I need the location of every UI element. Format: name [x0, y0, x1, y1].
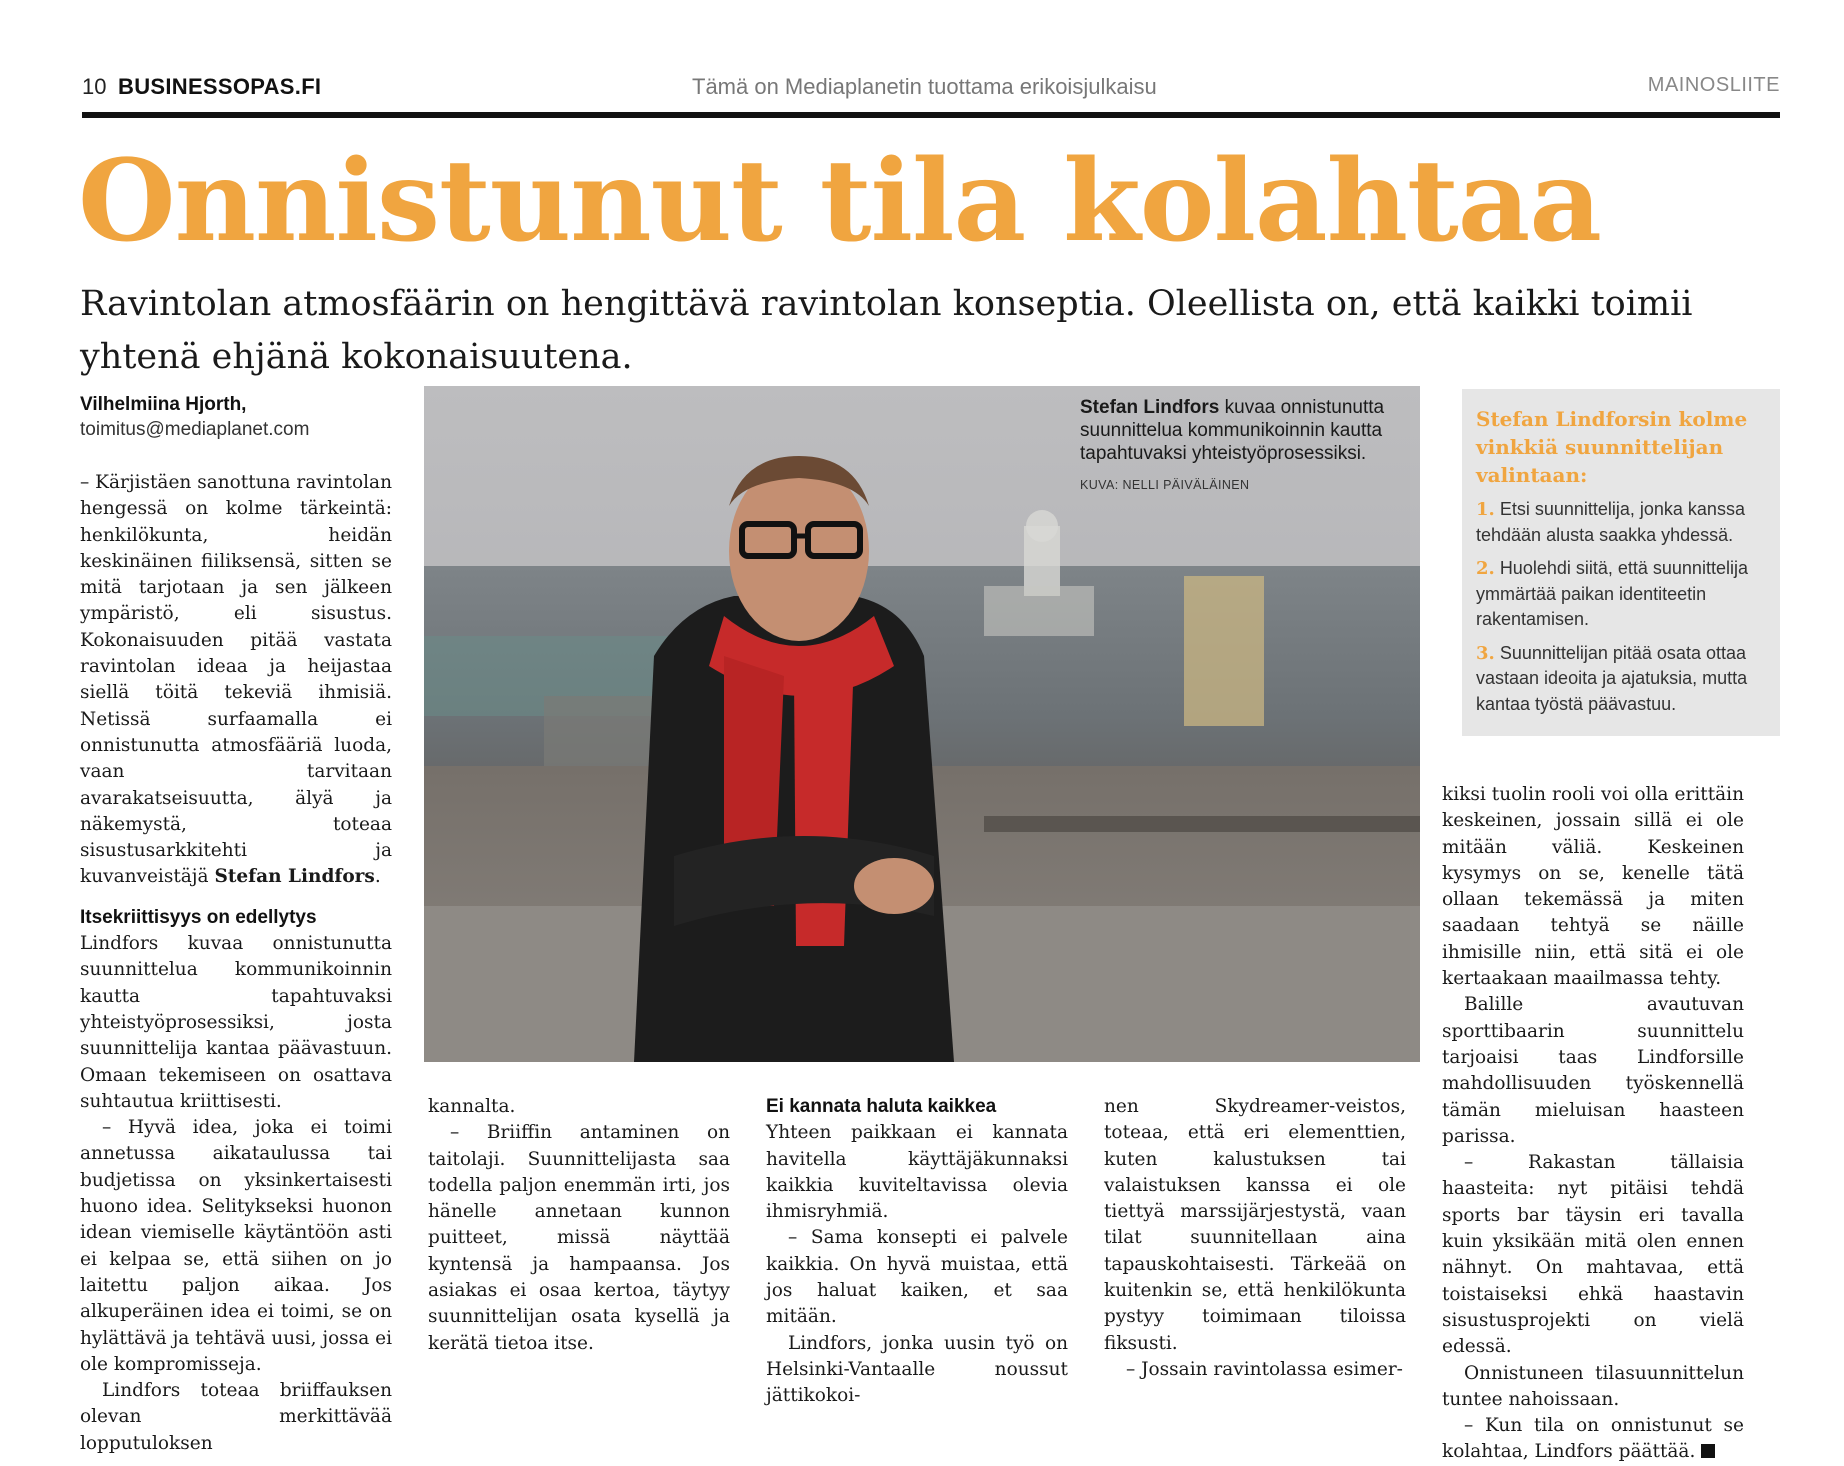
paragraph: – Rakastan tällaisia haasteita: nyt pitäisi tehdä sports bar täysin eri tavalla kuin yksikään mitä olen ennen nähnyt. On mahtavaa, että toistaiseksi ehkä haastavin sisustusprojekti on vielä edessä. [1442, 1152, 1744, 1358]
paragraph [1442, 1413, 1744, 1466]
paragraph: Balille avautuvan sporttibaarin suunnittelu tarjoaisi taas Lindforsille mahdollisuuden työskennellä tämän mieluisan haasteen parissa. [1442, 994, 1744, 1147]
paragraph: kiksi tuolin rooli voi olla erittäin keskeinen, jossain sillä ei ole mitään väliä. Keskeinen kysymys on se, kenelle tätä ollaan tekemässä ja miten saadaan tehtyä se näille ihmisille niin, että sitä ei ole kertaakaan maailmassa tehty. [1442, 784, 1744, 990]
photo-illustration [424, 386, 1420, 1062]
paragraph: Lindfors, jonka uusin työ on Helsinki-Vantaalle noussut jättikokoi- [766, 1332, 1068, 1407]
article-column-2 [428, 1094, 730, 1357]
paragraph [80, 470, 392, 891]
byline-email: toimitus@mediaplanet.com [80, 419, 310, 440]
tip-text: Suunnittelijan pitää osata ottaa vastaan ideoita ja ajatuksia, mutta kantaa työstä päävastuu. [1476, 642, 1748, 714]
photo-caption [1080, 396, 1410, 465]
byline-author: Vilhelmiina Hjorth, [80, 394, 247, 415]
paragraph: Lindfors toteaa briiffauksen olevan merkittävää lopputuloksen [80, 1380, 392, 1454]
person-name: Stefan Lindfors [214, 866, 375, 888]
page-number: 10 [82, 74, 107, 99]
publication-brand: BUSINESSOPAS.FI [118, 74, 322, 99]
tip-number: 3. [1476, 642, 1495, 664]
tips-title: Stefan Lindforsin kolme vinkkiä suunnittelijan valintaan: [1476, 407, 1748, 487]
paragraph: – Hyvä idea, joka ei toimi annetussa aikataulussa tai budjetissa on yksinkertaisesti huono idea. Selitykseksi huonon idean viemiselle käytäntöön asti ei kelpaa se, että siihen on jo laitettu paljon aikaa. Jos alkuperäinen idea ei toimi, se on hylättävä ja tehtävä uusi, jossa ei ole kompromisseja. [80, 1117, 392, 1375]
paragraph: – Briiffin antaminen on taitolaji. Suunnittelijasta saa todella paljon enemmän irti, jos hänelle annetaan kunnon puitteet, missä näyttää kyntensä ja hampaansa. Jos asiakas ei osaa kertoa, täytyy suunnittelijan osata kysellä ja kerätä tietoa itse. [428, 1122, 730, 1354]
advertorial-label: MAINOSLIITE [1647, 74, 1780, 96]
caption-person-name: Stefan Lindfors [1080, 397, 1220, 418]
article-headline: Onnistunut tila kolahtaa [78, 136, 1601, 267]
tip-item-3 [1476, 641, 1766, 718]
header-tagline: Tämä on Mediaplanetin tuottama erikoisjulkaisu [692, 74, 1157, 99]
tip-item-2 [1476, 556, 1766, 633]
tip-text: Etsi suunnittelija, jonka kanssa tehdään alusta saakka yhdessä. [1476, 499, 1745, 545]
article-column-4 [1104, 1094, 1406, 1383]
portrait-photo [424, 386, 1420, 1062]
tip-text: Huolehdi siitä, että suunnittelija ymmärtää paikan identiteetin rakentamisen. [1476, 558, 1748, 629]
tip-number: 1. [1476, 499, 1495, 520]
paragraph: Yhteen paikkaan ei kannata havitella käyttäjäkunnaksi kaikkia kuviteltavissa olevia ihmisryhmiä. [766, 1122, 1068, 1223]
tips-box [1462, 389, 1780, 736]
article-deck: Ravintolan atmosfäärin on hengittävä ravintolan konseptia. Oleellista on, että kaikki toimii yhtenä ehjänä kokonaisuutena. [80, 284, 1693, 377]
paragraph-text: – Kärjistäen sanottuna ravintolan hengessä on kolme tärkeintä: henkilökunta, heidän keskinäinen fiiliksensä, sitten se mitä tarjotaan ja sen jälkeen ympäristö, eli sisustus. Kokonaisuuden pitää vastata ravintolan ideaa ja heijastaa siellä töitä tekeviä ihmisiä. Netissä surfaamalla ei onnistunutta atmosfääriä luoda, vaan tarvitaan avarakatseisuutta, älyä ja näkemystä, toteaa sisustusarkkitehti ja kuvanveistäjä [80, 472, 392, 888]
paragraph-end: . [374, 866, 381, 888]
paragraph: – Sama konsepti ei palvele kaikkia. On hyvä muistaa, että jos haluat kaiken, et saa mitään. [766, 1227, 1068, 1328]
paragraph: kannalta. [428, 1096, 516, 1117]
end-mark [1701, 1444, 1715, 1458]
tip-item-1 [1476, 497, 1766, 548]
header-rule [82, 112, 1780, 118]
caption-text: kuvaa onnistunutta suunnittelua kommunikoinnin kautta tapahtuvaksi yhteistyöprosessiksi. [1080, 397, 1385, 464]
paragraph: Lindfors kuvaa onnistunutta suunnittelua kommunikoinnin kautta tapahtuvaksi yhteistyöprosessiksi, josta suunnittelija kantaa päävastuun. Omaan tekemiseen on osattava suhtautua kriittisesti. [80, 933, 392, 1112]
paragraph: nen Skydreamer-veistos, toteaa, että eri elementtien, kuten kalustuksen tai valaistuksen kanssa ei ole tiettyä marssijärjestystä, vaan tilat suunnitellaan aina tapauskohtaisesti. Tärkeää on kuitenkin se, että henkilökunta pystyy toimimaan tiloissa fiksusti. [1104, 1096, 1406, 1354]
tip-number: 2. [1476, 558, 1495, 579]
paragraph: Onnistuneen tilasuunnittelun tuntee nahoissaan. [1442, 1362, 1744, 1410]
subheading: Itsekriittisyys on edellytys [80, 906, 317, 928]
article-column-5 [1442, 782, 1744, 1466]
paragraph-text: – Kun tila on onnistunut se kolahtaa, Lindfors päättää. [1442, 1415, 1744, 1463]
photo-credit: KUVA: NELLI PÄIVÄLÄINEN [1080, 478, 1250, 492]
article-column-3 [766, 1094, 1068, 1410]
subheading: Ei kannata haluta kaikkea [766, 1096, 997, 1117]
paragraph: – Jossain ravintolassa esimer- [1126, 1358, 1403, 1380]
article-column-1 [80, 470, 392, 1457]
